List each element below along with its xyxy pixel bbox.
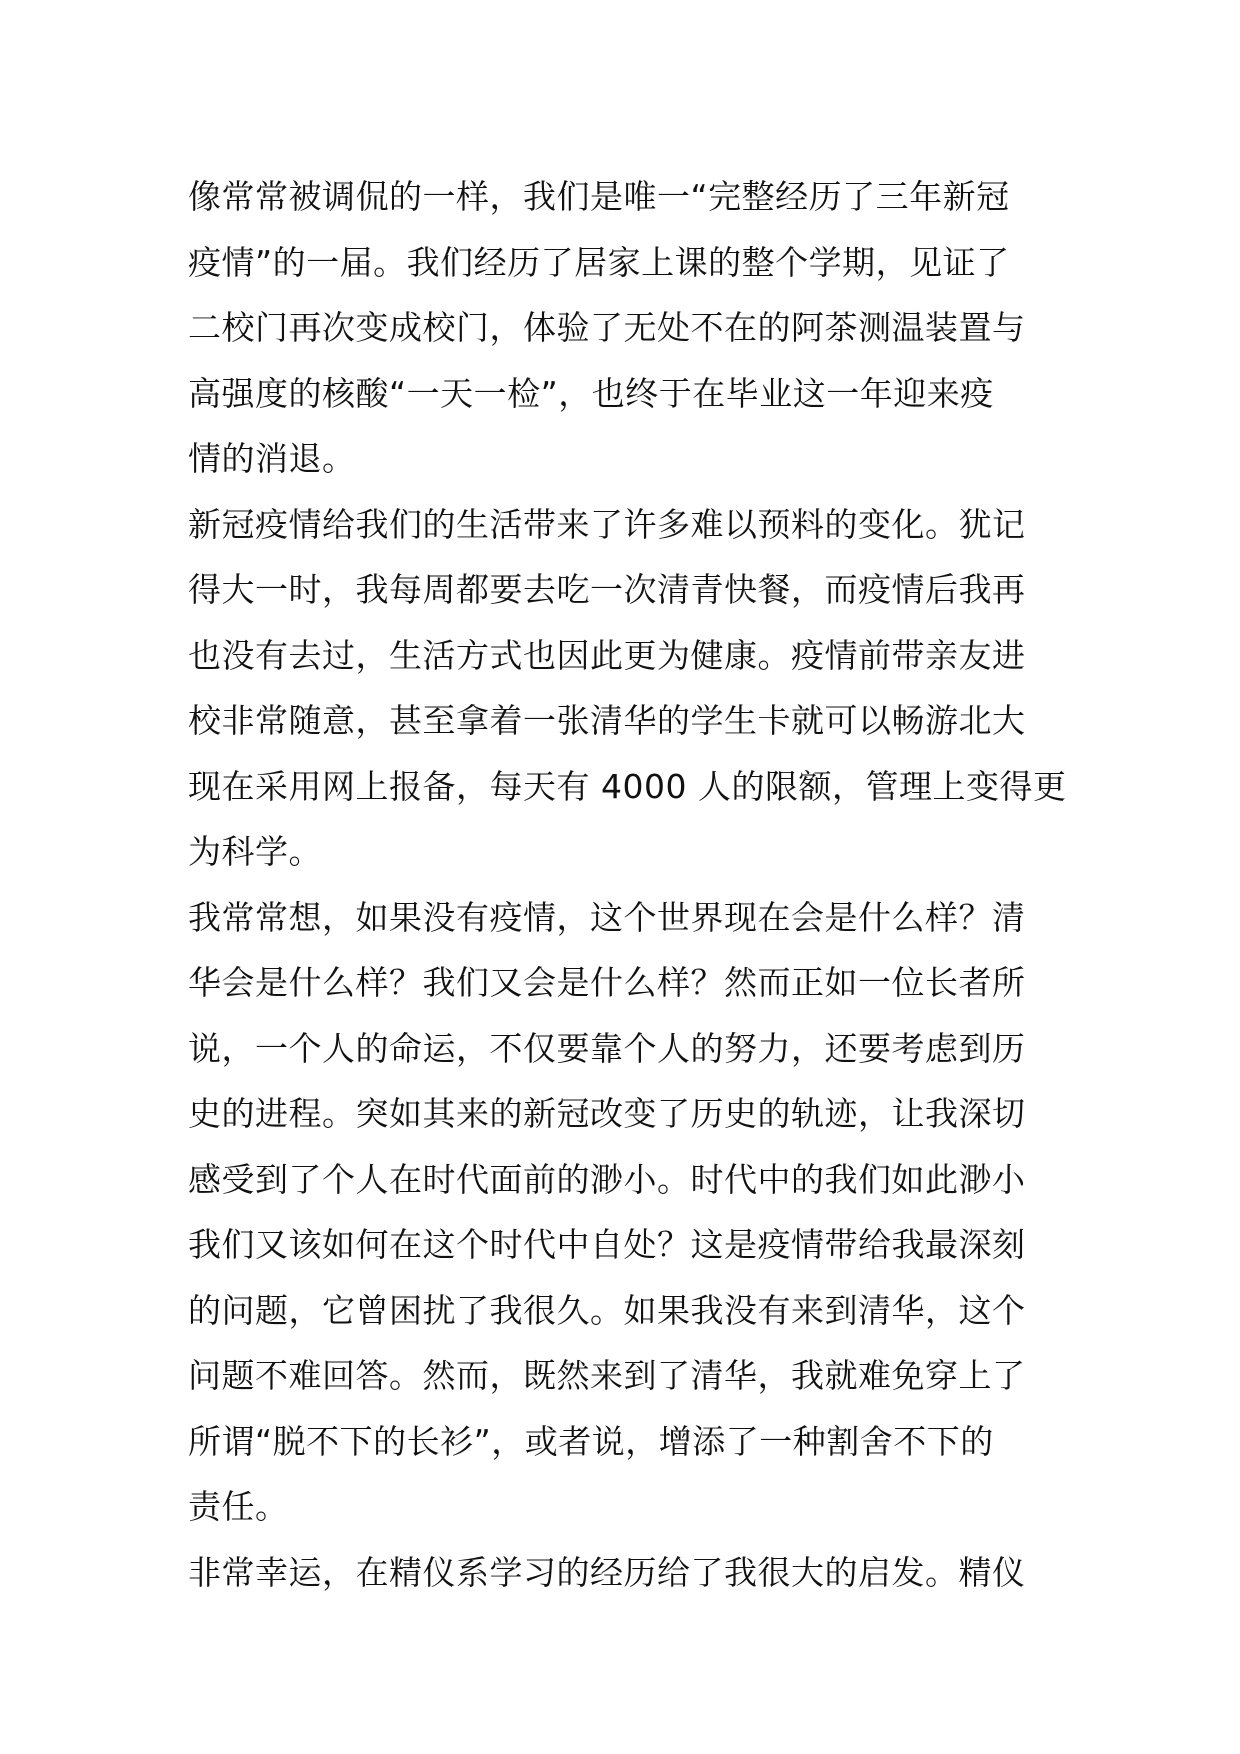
text-line-20: 所谓“脱不下的长衫”，或者说，增添了一种割舍不下的	[188, 1421, 994, 1461]
text-line-15: 史的进程。突如其来的新冠改变了历史的轨迹，让我深切	[188, 1094, 1026, 1133]
body-text	[188, 164, 1068, 1605]
text-line-22: 非常幸运，在精仪系学习的经历给了我很大的启发。精仪	[188, 1552, 1026, 1592]
text-line-10: 现在采用网上报备，每天有 4000 人的限额，管理上变得更	[188, 766, 1067, 806]
text-line-14: 说，一个人的命运，不仅要靠个人的努力，还要考虑到历	[188, 1028, 1026, 1068]
text-line-12: 我常常想，如果没有疫情，这个世界现在会是什么样？清	[188, 897, 1026, 937]
text-line-4: 高强度的核酸“一天一检”，也终于在毕业这一年迎来疫	[188, 373, 994, 413]
text-line-1: 像常常被调侃的一样，我们是唯一“完整经历了三年新冠	[188, 177, 1010, 216]
text-line-7: 得大一时，我每周都要去吃一次清青快餐，而疫情后我再	[188, 570, 1026, 609]
text-line-13: 华会是什么样？我们又会是什么样？然而正如一位长者所	[188, 963, 1026, 1002]
text-line-6: 新冠疫情给我们的生活带来了许多难以预料的变化。犹记	[188, 504, 1026, 544]
text-line-16: 感受到了个人在时代面前的渺小。时代中的我们如此渺小	[188, 1159, 1026, 1199]
text-line-18: 的问题，它曾困扰了我很久。如果我没有来到清华，这个	[188, 1290, 1026, 1330]
text-line-19: 问题不难回答。然而，既然来到了清华，我就难免穿上了	[188, 1356, 1026, 1395]
text-line-9: 校非常随意，甚至拿着一张清华的学生卡就可以畅游北大	[188, 701, 1026, 740]
text-line-3: 二校门再次变成校门，体验了无处不在的阿茶测温装置与	[188, 308, 1026, 347]
text-line-8: 也没有去过，生活方式也因此更为健康。疫情前带亲友进	[188, 635, 1026, 675]
text-line-17: 我们又该如何在这个时代中自处？这是疫情带给我最深刻	[188, 1225, 1026, 1264]
text-line-2: 疫情”的一届。我们经历了居家上课的整个学期，见证了	[188, 242, 1010, 282]
text-line-21: 责任。	[188, 1487, 289, 1526]
text-line-5: 情的消退。	[188, 439, 356, 478]
text-line-11: 为科学。	[188, 832, 322, 871]
